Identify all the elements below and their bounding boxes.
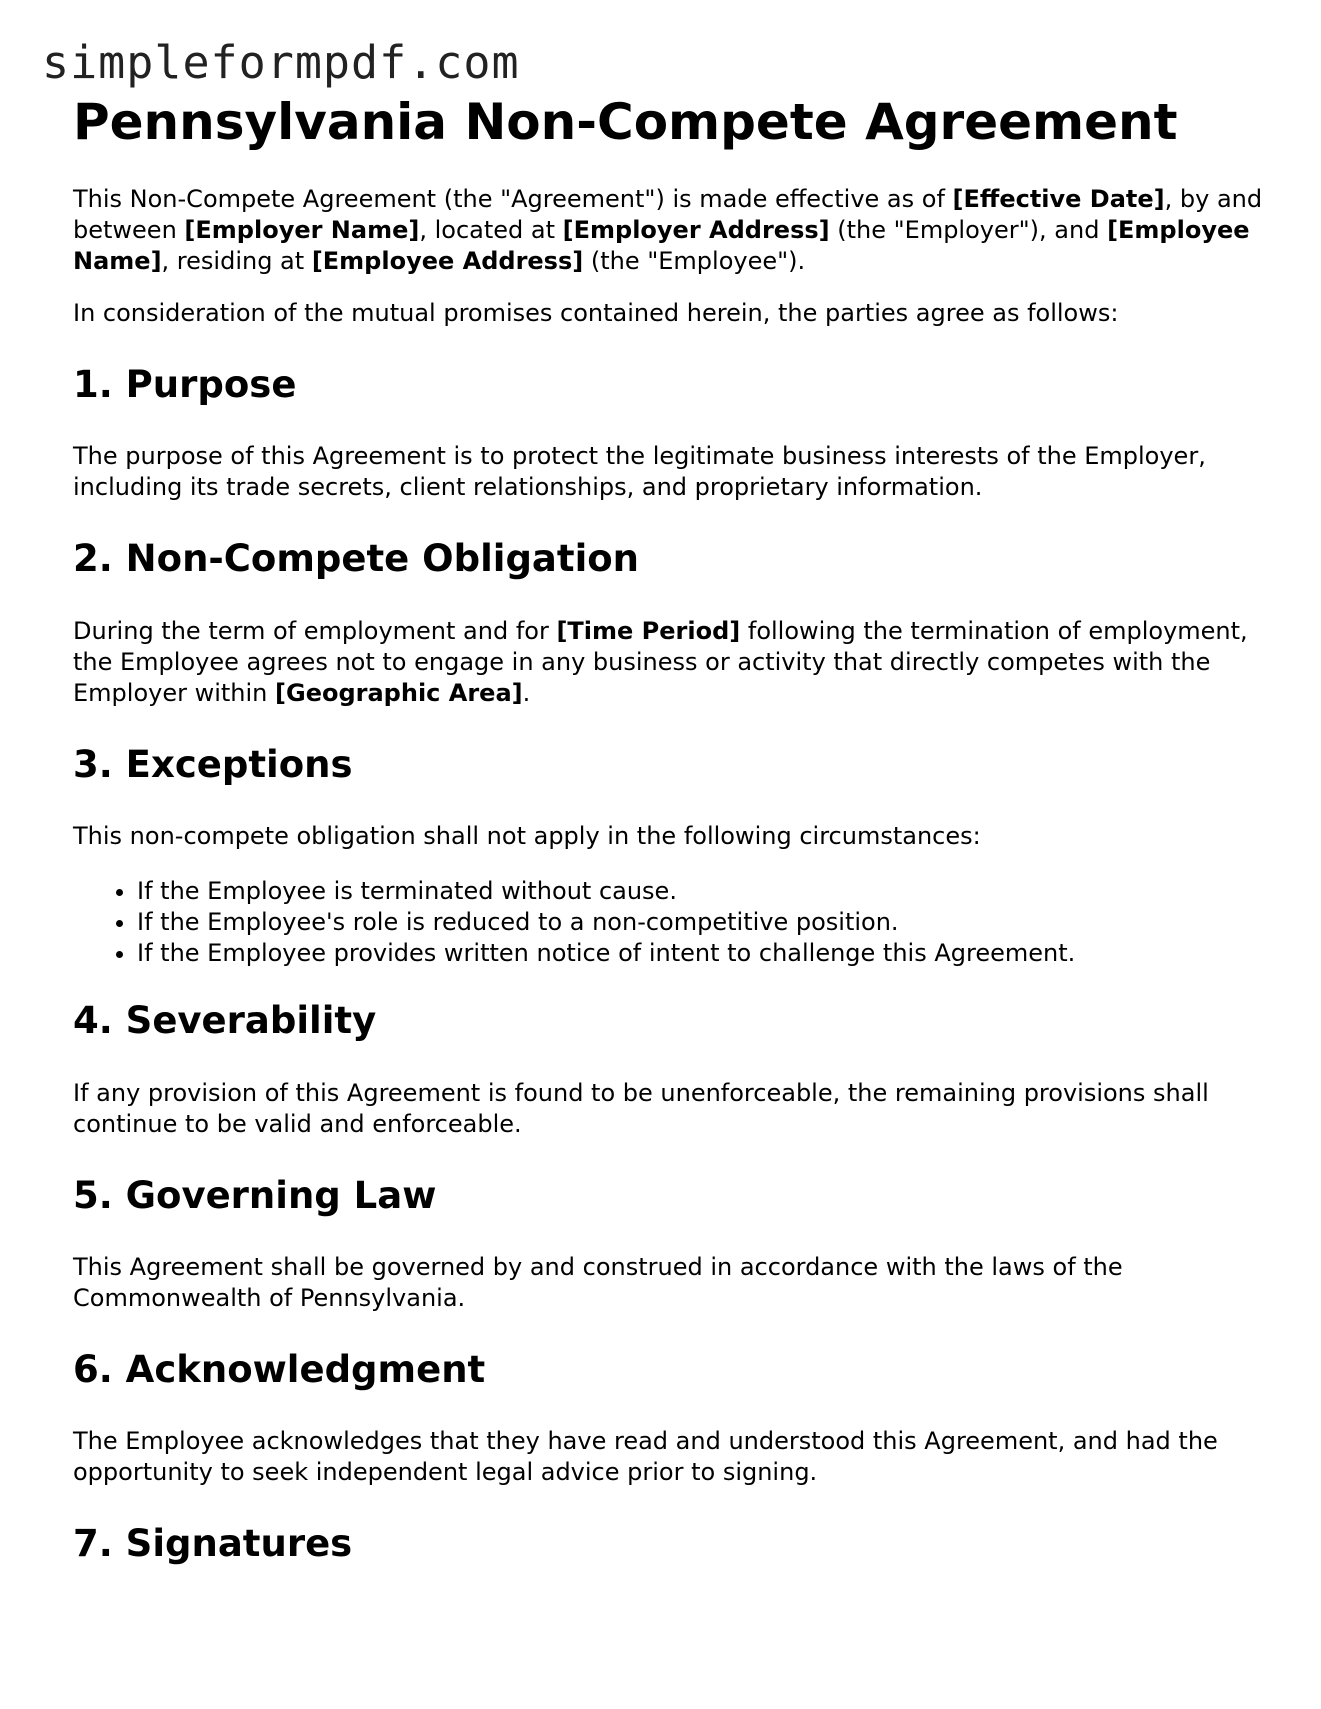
list-item: • If the Employee's role is reduced to a non-competitive position. (137, 907, 1273, 938)
section-heading-noncompete: 2. Non-Compete Obligation (73, 537, 640, 581)
document-title: Pennsylvania Non-Compete Agreement (73, 93, 1178, 151)
employer-address-placeholder: [Employer Address] (562, 216, 830, 244)
section-heading-governing-law: 5. Governing Law (73, 1173, 437, 1217)
effective-date-placeholder: [Effective Date] (952, 185, 1165, 213)
document-body (73, 92, 1273, 1601)
watermark: simpleformpdf.com (42, 36, 520, 89)
section-body-governing-law: This Agreement shall be governed by and construed in accordance with the laws of the Commonwealth of Pennsylvania. (73, 1252, 1123, 1312)
time-period-placeholder: [Time Period] (556, 616, 741, 645)
intro-paragraph: This Non-Compete Agreement (the "Agreement") is made effective as of [Effective Date], by and between [Employer Name], located at [Employer Address] (the "Employer"), and [Employee Name], residing at [Employee Address] (the "Employee"). (73, 185, 1263, 275)
section-body-purpose: The purpose of this Agreement is to protect the legitimate business interests of the Employer, including its trade secrets, client relationships, and proprietary information. (73, 442, 1206, 502)
section-body-noncompete: During the term of employment and for [Time Period] following the termination of employment, the Employee agrees not to engage in any business or activity that directly competes with the Employer within [Geographic Area]. (73, 616, 1248, 707)
exceptions-list (73, 876, 1273, 969)
consideration-paragraph: In consideration of the mutual promises contained herein, the parties agree as follows: (73, 299, 1119, 327)
list-item: • If the Employee provides written notice of intent to challenge this Agreement. (137, 938, 1273, 969)
section-heading-signatures: 7. Signatures (73, 1522, 353, 1566)
employer-name-placeholder: [Employer Name] (184, 216, 420, 244)
section-heading-acknowledgment: 6. Acknowledgment (73, 1347, 486, 1391)
geographic-area-placeholder: [Geographic Area] (275, 678, 523, 707)
section-heading-purpose: 1. Purpose (73, 363, 297, 406)
section-body-severability: If any provision of this Agreement is found to be unenforceable, the remaining provisions shall continue to be valid and enforceable. (73, 1078, 1209, 1138)
section-heading-severability: 4. Severability (73, 999, 377, 1043)
list-item: • If the Employee is terminated without cause. (137, 876, 1273, 907)
section-body-exceptions: This non-compete obligation shall not apply in the following circumstances: (73, 822, 981, 851)
section-body-acknowledgment: The Employee acknowledges that they have read and understood this Agreement, and had the opportunity to seek independent legal advice prior to signing. (73, 1427, 1218, 1487)
employee-name-placeholder: [Employee Name] (73, 216, 1250, 275)
section-heading-exceptions: 3. Exceptions (73, 742, 353, 786)
employee-address-placeholder: [Employee Address] (311, 247, 584, 275)
